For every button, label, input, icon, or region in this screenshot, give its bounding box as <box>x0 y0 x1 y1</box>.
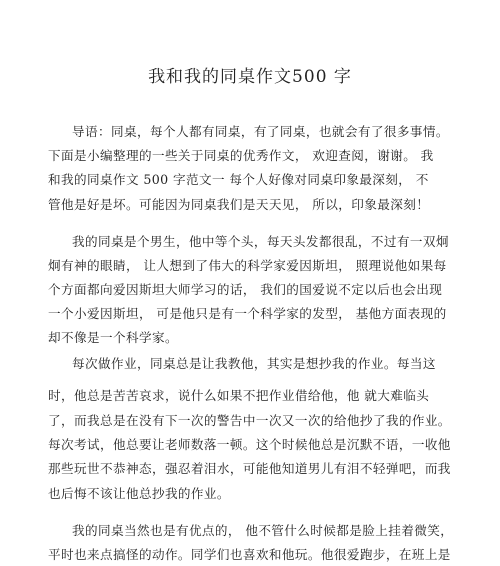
paragraph-line: 和我的同桌作文 500 字范文一 每个人好像对同桌印象最深刻， 不 <box>48 172 429 187</box>
paragraph-line: 个方面都向爱因斯坦大师学习的话， 我们的国爱说不定以后也会出现 <box>48 282 443 297</box>
paragraph-line: 平时也来点搞怪的动作。同学们也喜欢和他玩。他很爱跑步，在班上是 <box>48 547 451 562</box>
paragraph-line: 炯有神的眼睛， 让人想到了伟大的科学家爱因斯坦， 照理说他如果每 <box>48 258 447 273</box>
paragraph-line: 也后悔不该让他总抄我的作业。 <box>48 486 230 501</box>
paragraph-line: 每次做作业，同桌总是让我教他，其实是想抄我的作业。每当这 <box>72 356 436 371</box>
paragraph-line: 一个小爱因斯坦， 可是他只是有一个科学家的发型， 基他方面表现的 <box>48 306 447 321</box>
paragraph-line: 那些玩世不恭神态，强忍着泪水，可能他知道男儿有泪不轻弹吧，而我 <box>48 461 451 476</box>
paragraph-line: 我的同桌当然也是有优点的， 他不管什么时候都是脸上挂着微笑， <box>72 523 454 538</box>
paragraph-line: 每次考试，他总要让老师数落一顿。这个时候他总是沉默不语，一收他 <box>48 437 451 452</box>
paragraph-line: 管他是好是坏。可能因为同桌我们是天天见， 所以，印象最深刻！ <box>48 197 430 212</box>
paragraph-line: 导语：同桌，每个人都有同桌，有了同桌，也就会有了很多事情。 <box>72 124 449 139</box>
paragraph-line: 时，他总是苦苦哀求，说什么如果不把作业借给他，他 就大难临头 <box>48 388 430 403</box>
paragraph-line: 却不像是一个科学家。 <box>48 330 178 345</box>
paragraph-line: 我的同桌是个男生，他中等个头，每天头发都很乱，不过有一双炯 <box>72 234 449 249</box>
paragraph-line: 了，而我总是在没有下一次的警告中一次又一次的给他抄了我的作业。 <box>48 413 451 428</box>
document-title: 我和我的同桌作文500 字 <box>148 67 352 87</box>
paragraph-line: 下面是小编整理的一些关于同桌的优秀作文， 欢迎查阅，谢谢。 我 <box>48 148 434 163</box>
